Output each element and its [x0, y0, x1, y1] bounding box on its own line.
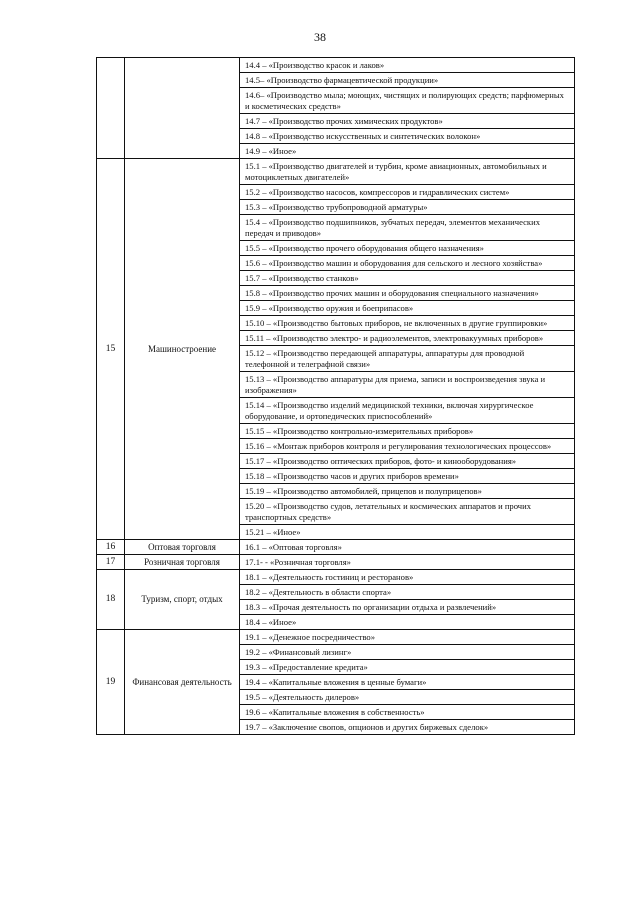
subsector-cell: 18.2 – «Деятельность в области спорта» [240, 585, 575, 600]
subsector-cell: 19.6 – «Капитальные вложения в собственность» [240, 705, 575, 720]
subsector-cell: 15.10 – «Производство бытовых приборов, не включенных в другие группировки» [240, 316, 575, 331]
subsector-cell: 15.14 – «Производство изделий медицинской техники, включая хирургическое оборудование, и ортопедических приспособлений» [240, 398, 575, 424]
subsector-cell: 14.8 – «Производство искусственных и синтетических волокон» [240, 129, 575, 144]
table-row [97, 540, 575, 555]
subsector-cell: 19.7 – «Заключение свопов, опционов и других биржевых сделок» [240, 720, 575, 735]
subsector-cell: 18.1 – «Деятельность гостиниц и ресторанов» [240, 570, 575, 585]
table-row [97, 58, 575, 73]
sector-name-cell: Машиностроение [125, 159, 240, 540]
subsector-cell: 15.17 – «Производство оптических приборов, фото- и кинооборудования» [240, 454, 575, 469]
sector-name-cell: Финансовая деятельность [125, 630, 240, 735]
subsector-cell: 18.4 – «Иное» [240, 615, 575, 630]
page-number: 38 [314, 30, 326, 44]
activity-table-body [97, 58, 575, 735]
subsector-cell: 15.16 – «Монтаж приборов контроля и регулирования технологических процессов» [240, 439, 575, 454]
sector-name-cell: Розничная торговля [125, 555, 240, 570]
subsector-cell: 19.5 – «Деятельность дилеров» [240, 690, 575, 705]
subsector-cell: 15.4 – «Производство подшипников, зубчатых передач, элементов механических передач и приводов» [240, 215, 575, 241]
subsector-cell: 15.3 – «Производство трубопроводной арматуры» [240, 200, 575, 215]
group-number-cell: 19 [97, 630, 125, 735]
group-number-cell: 17 [97, 555, 125, 570]
sector-name-cell: Оптовая торговля [125, 540, 240, 555]
group-number-cell: 15 [97, 159, 125, 540]
subsector-cell: 15.20 – «Производство судов, летательных и космических аппаратов и прочих транспортных средств» [240, 499, 575, 525]
subsector-cell: 15.13 – «Производство аппаратуры для приема, записи и воспроизведения звука и изображения» [240, 372, 575, 398]
subsector-cell: 14.7 – «Производство прочих химических продуктов» [240, 114, 575, 129]
subsector-cell: 15.5 – «Производство прочего оборудования общего назначения» [240, 241, 575, 256]
subsector-cell: 19.4 – «Капитальные вложения в ценные бумаги» [240, 675, 575, 690]
activity-table [96, 57, 575, 735]
subsector-cell: 19.1 – «Денежное посредничество» [240, 630, 575, 645]
table-row [97, 159, 575, 185]
subsector-cell: 15.19 – «Производство автомобилей, прицепов и полуприцепов» [240, 484, 575, 499]
table-row [97, 555, 575, 570]
table-row [97, 630, 575, 645]
subsector-cell: 14.9 – «Иное» [240, 144, 575, 159]
subsector-cell: 15.2 – «Производство насосов, компрессоров и гидравлических систем» [240, 185, 575, 200]
sector-name-cell [125, 58, 240, 159]
subsector-cell: 16.1 – «Оптовая торговля» [240, 540, 575, 555]
subsector-cell: 15.21 – «Иное» [240, 525, 575, 540]
sector-name-cell: Туризм, спорт, отдых [125, 570, 240, 630]
subsector-cell: 15.18 – «Производство часов и других приборов времени» [240, 469, 575, 484]
subsector-cell: 17.1- - «Розничная торговля» [240, 555, 575, 570]
subsector-cell: 15.15 – «Производство контрольно-измерительных приборов» [240, 424, 575, 439]
subsector-cell: 14.6– «Производство мыла; моющих, чистящих и полирующих средств; парфюмерных и косметических средств» [240, 88, 575, 114]
subsector-cell: 18.3 – «Прочая деятельность по организации отдыха и развлечений» [240, 600, 575, 615]
subsector-cell: 14.5– «Производство фармацевтической продукции» [240, 73, 575, 88]
subsector-cell: 15.11 – «Производство электро- и радиоэлементов, электровакуумных приборов» [240, 331, 575, 346]
subsector-cell: 15.7 – «Производство станков» [240, 271, 575, 286]
subsector-cell: 15.12 – «Производство передающей аппаратуры, аппаратуры для проводной телефонной и телеграфной связи» [240, 346, 575, 372]
subsector-cell: 15.9 – «Производство оружия и боеприпасов» [240, 301, 575, 316]
group-number-cell: 16 [97, 540, 125, 555]
subsector-cell: 19.2 – «Финансовый лизинг» [240, 645, 575, 660]
group-number-cell: 18 [97, 570, 125, 630]
group-number-cell [97, 58, 125, 159]
subsector-cell: 15.1 – «Производство двигателей и турбин, кроме авиационных, автомобильных и мотоциклетных двигателей» [240, 159, 575, 185]
table-row [97, 570, 575, 585]
subsector-cell: 14.4 – «Производство красок и лаков» [240, 58, 575, 73]
subsector-cell: 15.8 – «Производство прочих машин и оборудования специального назначения» [240, 286, 575, 301]
subsector-cell: 19.3 – «Предоставление кредита» [240, 660, 575, 675]
subsector-cell: 15.6 – «Производство машин и оборудования для сельского и лесного хозяйства» [240, 256, 575, 271]
